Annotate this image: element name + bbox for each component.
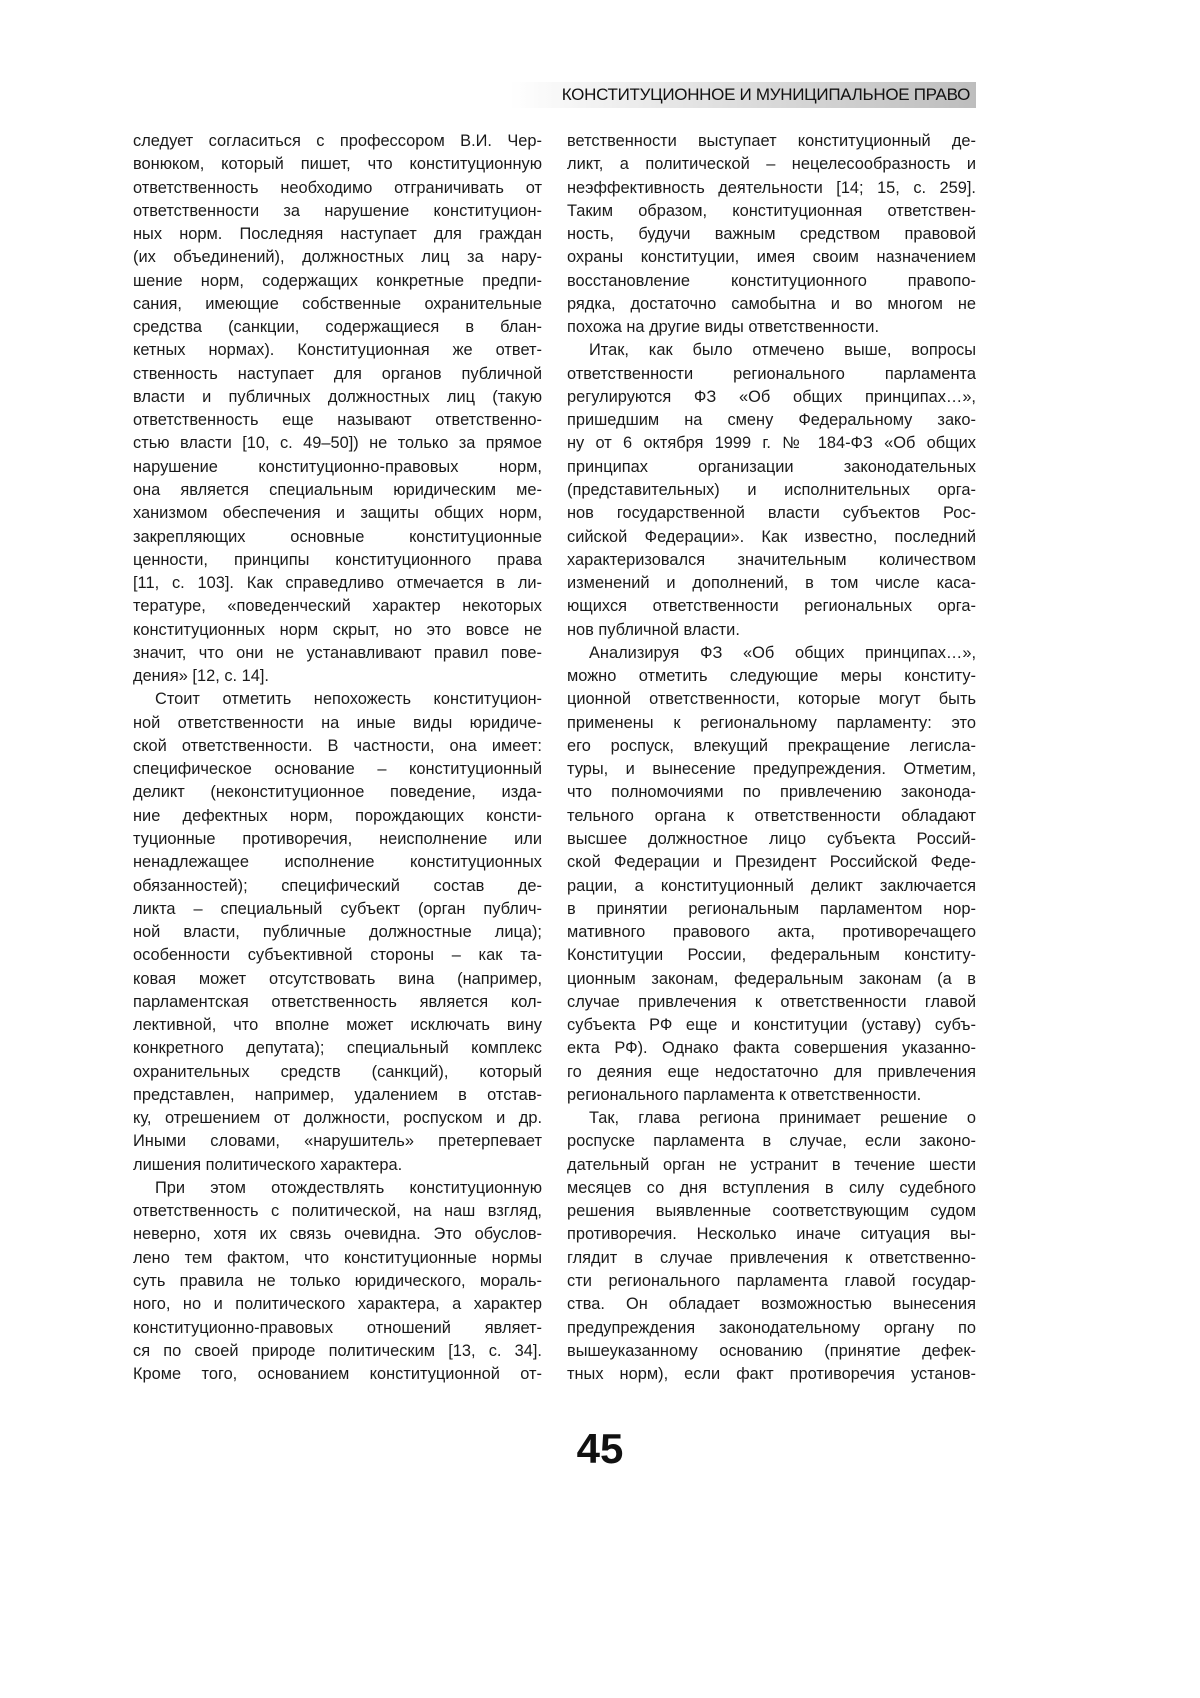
text-line: лишения политического характера. xyxy=(133,1154,542,1177)
paragraph xyxy=(567,642,976,1107)
text-line: шение норм, содержащих конкретные предпи- xyxy=(133,270,542,293)
text-line: ответственности за нарушение конституцион- xyxy=(133,200,542,223)
paragraph xyxy=(133,130,542,688)
paragraph xyxy=(567,130,976,339)
text-line: туционные противоречия, неисполнение или xyxy=(133,828,542,851)
text-line: Кроме того, основанием конституционной от- xyxy=(133,1363,542,1386)
text-line: изменений и дополнений, в том числе каса- xyxy=(567,572,976,595)
text-line: ответственность необходимо отграничивать от xyxy=(133,177,542,200)
text-line: лективной, что вполне может исключать вину xyxy=(133,1014,542,1037)
text-line: (их объединений), должностных лиц за нару- xyxy=(133,246,542,269)
text-line: особенности субъективной стороны – как та- xyxy=(133,944,542,967)
text-line: Таким образом, конституционная ответствен- xyxy=(567,200,976,223)
text-line: ся по своей природе политическим [13, с. 34]. xyxy=(133,1340,542,1363)
text-line: кетных нормах). Конституционная же ответ- xyxy=(133,339,542,362)
text-line: деликт (неконституционное поведение, изда- xyxy=(133,781,542,804)
text-line: можно отметить следующие меры конститу- xyxy=(567,665,976,688)
text-line: регионального парламента к ответственности. xyxy=(567,1084,976,1107)
text-line: вышеуказанному основанию (принятие дефек- xyxy=(567,1340,976,1363)
text-line: [11, с. 103]. Как справедливо отмечается в ли- xyxy=(133,572,542,595)
text-line: его роспуск, влекущий прекращение легисла- xyxy=(567,735,976,758)
text-line: конституционных норм скрыт, но это вовсе не xyxy=(133,619,542,642)
text-line: роспуске парламента в случае, если законо- xyxy=(567,1130,976,1153)
text-line: специфическое основание – конституционный xyxy=(133,758,542,781)
text-line: лено тем фактом, что конституционные нормы xyxy=(133,1247,542,1270)
text-line: применены к региональному парламенту: это xyxy=(567,712,976,735)
text-line: случае привлечения к ответственности главой xyxy=(567,991,976,1014)
text-line: ной ответственности на иные виды юридиче- xyxy=(133,712,542,735)
text-line: екта РФ). Однако факта совершения указанно- xyxy=(567,1037,976,1060)
running-header xyxy=(510,82,976,108)
text-line: рации, а конституционный деликт заключается xyxy=(567,875,976,898)
text-line: стью власти [10, с. 49–50]) не только за прямое xyxy=(133,432,542,455)
text-line: конституционно-правовых отношений являет- xyxy=(133,1317,542,1340)
text-line: месяцев со дня вступления в силу судебного xyxy=(567,1177,976,1200)
text-line: сийской Федерации». Как известно, последний xyxy=(567,526,976,549)
text-line: парламентская ответственность является кол- xyxy=(133,991,542,1014)
text-line: принципах организации законодательных xyxy=(567,456,976,479)
text-line: нов государственной власти субъектов Рос- xyxy=(567,502,976,525)
text-line: ковая может отсутствовать вина (например, xyxy=(133,968,542,991)
text-line: тельного органа к ответственности обладают xyxy=(567,805,976,828)
text-line: суть правила не только юридического, мораль- xyxy=(133,1270,542,1293)
text-line: характеризовался значительным количеством xyxy=(567,549,976,572)
text-line: туры, и вынесение предупреждения. Отметим, xyxy=(567,758,976,781)
text-line: ну от 6 октября 1999 г. № 184-ФЗ «Об общих xyxy=(567,432,976,455)
text-line: ветственности выступает конституционный де- xyxy=(567,130,976,153)
text-line: ние дефектных норм, порождающих консти- xyxy=(133,805,542,828)
text-line: ственность наступает для органов публичной xyxy=(133,363,542,386)
text-line: представлен, например, удалением в отстав- xyxy=(133,1084,542,1107)
text-line: ликт, а политической – нецелесообразность и xyxy=(567,153,976,176)
text-line: что полномочиями по привлечению законода- xyxy=(567,781,976,804)
text-line: ства. Он обладает возможностью вынесения xyxy=(567,1293,976,1316)
text-line: пришедшим на смену Федеральному зако- xyxy=(567,409,976,432)
text-line: ликта – специальный субъект (орган публич- xyxy=(133,898,542,921)
text-line: Анализируя ФЗ «Об общих принципах…», xyxy=(567,642,976,665)
text-line: ку, отрешением от должности, роспуском и др. xyxy=(133,1107,542,1130)
text-line: значит, что они не устанавливают правил пове- xyxy=(133,642,542,665)
text-line: (представительных) и исполнительных орга- xyxy=(567,479,976,502)
text-line: сти регионального парламента главой государ- xyxy=(567,1270,976,1293)
text-line: ционной ответственности, которые могут быть xyxy=(567,688,976,711)
text-line: решения выявленные соответствующим судом xyxy=(567,1200,976,1223)
text-line: ответственность еще называют ответственно- xyxy=(133,409,542,432)
text-line: сания, имеющие собственные охранительные xyxy=(133,293,542,316)
text-line: ценности, принципы конституционного права xyxy=(133,549,542,572)
text-line: регулируются ФЗ «Об общих принципах…», xyxy=(567,386,976,409)
text-line: тных норм), если факт противоречия установ- xyxy=(567,1363,976,1386)
text-line: неэффективность деятельности [14; 15, с. 259]. xyxy=(567,177,976,200)
text-line: го деяния еще недостаточно для привлечения xyxy=(567,1061,976,1084)
text-line: Итак, как было отмечено выше, вопросы xyxy=(567,339,976,362)
text-line: Конституции России, федеральным конститу- xyxy=(567,944,976,967)
page-number: 45 xyxy=(0,1425,1200,1473)
text-line: ных норм. Последняя наступает для граждан xyxy=(133,223,542,246)
text-line: неверно, хотя их связь очевидна. Это обуслов- xyxy=(133,1223,542,1246)
text-line: следует согласиться с профессором В.И. Чер- xyxy=(133,130,542,153)
text-line: Стоит отметить непохожесть конституцион- xyxy=(133,688,542,711)
text-line: она является специальным юридическим ме- xyxy=(133,479,542,502)
text-line: Так, глава региона принимает решение о xyxy=(567,1107,976,1130)
text-line: ответственности регионального парламента xyxy=(567,363,976,386)
text-line: закрепляющих основные конституционные xyxy=(133,526,542,549)
text-line: дения» [12, с. 14]. xyxy=(133,665,542,688)
text-line: ханизмом обеспечения и защиты общих норм, xyxy=(133,502,542,525)
text-line: ной власти, публичные должностные лица); xyxy=(133,921,542,944)
text-line: обязанностей); специфический состав де- xyxy=(133,875,542,898)
text-line: При этом отождествлять конституционную xyxy=(133,1177,542,1200)
text-line: ской Федерации и Президент Российской Феде- xyxy=(567,851,976,874)
text-column-left xyxy=(133,130,542,1386)
paragraph xyxy=(133,688,542,1177)
text-line: вонюком, который пишет, что конституционную xyxy=(133,153,542,176)
text-line: конкретного депутата); специальный комплекс xyxy=(133,1037,542,1060)
text-line: восстановление конституционного правопо- xyxy=(567,270,976,293)
text-line: ненадлежащее исполнение конституционных xyxy=(133,851,542,874)
text-line: нарушение конституционно-правовых норм, xyxy=(133,456,542,479)
text-line: ющихся ответственности региональных орга- xyxy=(567,595,976,618)
text-line: в принятии региональным парламентом нор- xyxy=(567,898,976,921)
text-line: ской ответственности. В частности, она имеет: xyxy=(133,735,542,758)
text-line: ционным законам, федеральным законам (а в xyxy=(567,968,976,991)
text-line: ответственность с политической, на наш взгляд, xyxy=(133,1200,542,1223)
paragraph xyxy=(567,1107,976,1386)
text-line: тературе, «поведенческий характер некоторых xyxy=(133,595,542,618)
text-line: охраны конституции, имея своим назначением xyxy=(567,246,976,269)
text-line: мативного правового акта, противоречащего xyxy=(567,921,976,944)
text-line: Иными словами, «нарушитель» претерпевает xyxy=(133,1130,542,1153)
text-line: предупреждения законодательному органу по xyxy=(567,1317,976,1340)
text-line: похожа на другие виды ответственности. xyxy=(567,316,976,339)
text-line: ного, но и политического характера, а характер xyxy=(133,1293,542,1316)
text-line: средства (санкции, содержащиеся в блан- xyxy=(133,316,542,339)
text-line: рядка, достаточно самобытна и во многом не xyxy=(567,293,976,316)
text-line: глядит в случае привлечения к ответственно- xyxy=(567,1247,976,1270)
text-line: высшее должностное лицо субъекта Россий- xyxy=(567,828,976,851)
text-line: дательный орган не устранит в течение шести xyxy=(567,1154,976,1177)
paragraph xyxy=(567,339,976,641)
text-line: субъекта РФ еще и конституции (уставу) субъ- xyxy=(567,1014,976,1037)
text-column-right xyxy=(567,130,976,1386)
text-line: нов публичной власти. xyxy=(567,619,976,642)
text-line: ность, будучи важным средством правовой xyxy=(567,223,976,246)
running-header-title: КОНСТИТУЦИОННОЕ И МУНИЦИПАЛЬНОЕ ПРАВО xyxy=(562,85,970,105)
text-line: противоречия. Несколько иначе ситуация вы- xyxy=(567,1223,976,1246)
paragraph xyxy=(133,1177,542,1386)
text-line: охранительных средств (санкций), который xyxy=(133,1061,542,1084)
text-line: власти и публичных должностных лиц (такую xyxy=(133,386,542,409)
